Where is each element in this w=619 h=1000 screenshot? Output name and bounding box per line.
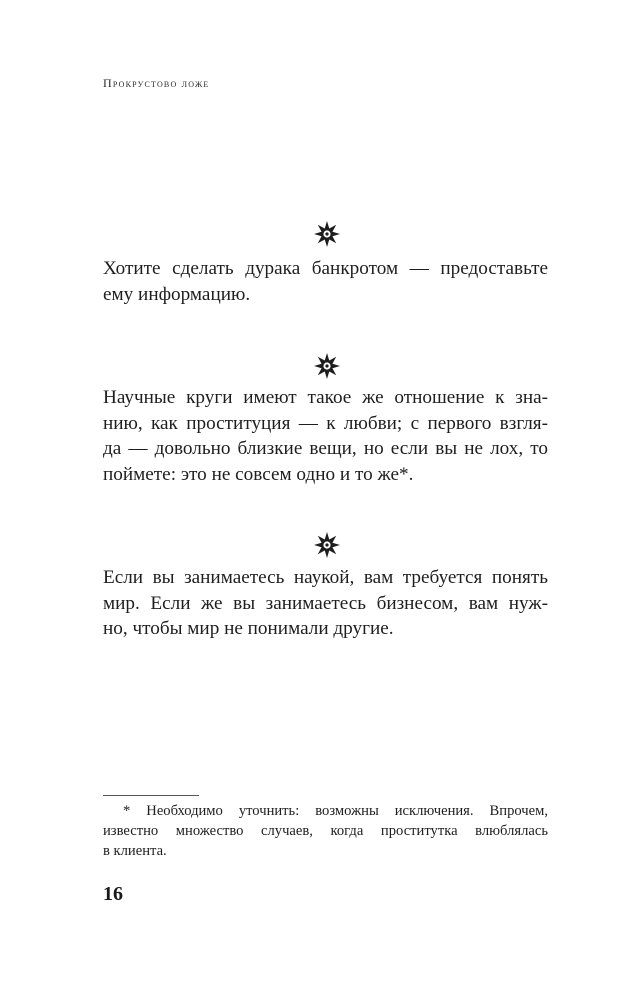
aphorism-1 xyxy=(103,256,548,307)
aphorism-line: мир. Если же вы занимаетесь бизнесом, вам нуж- xyxy=(103,592,548,614)
aphorism-line: нию, как проституция — к любви; с первого взгля- xyxy=(103,412,548,434)
star-ornament-icon xyxy=(313,220,341,248)
footnote xyxy=(103,801,548,861)
page-number: 16 xyxy=(103,883,123,905)
aphorism-2 xyxy=(103,385,548,487)
running-head: Прокрустово ложе xyxy=(103,76,210,90)
star-ornament-icon xyxy=(313,531,341,559)
aphorism-line: ему информацию. xyxy=(103,283,251,305)
footnote-line: * Необходимо уточнить: возможны исключения. Впрочем, xyxy=(123,803,548,819)
aphorism-line: но, чтобы мир не понимали другие. xyxy=(103,618,394,639)
aphorism-line: да — довольно близкие вещи, но если вы не лох, то xyxy=(103,438,548,459)
aphorism-3 xyxy=(103,565,548,642)
footnote-rule xyxy=(103,795,199,796)
aphorism-line: Если вы занимаетесь наукой, вам требуется понять xyxy=(103,567,548,588)
aphorism-line: Научные круги имеют такое же отношение к зна- xyxy=(103,387,548,408)
aphorism-line: поймете: это не совсем одно и то же*. xyxy=(103,463,414,485)
footnote-line: в клиента. xyxy=(103,843,167,859)
aphorism-line: Хотите сделать дурака банкротом — предоставьте xyxy=(103,258,548,279)
star-ornament-icon xyxy=(313,352,341,380)
footnote-line: известно множество случаев, когда проститутка влюблялась xyxy=(103,823,548,839)
